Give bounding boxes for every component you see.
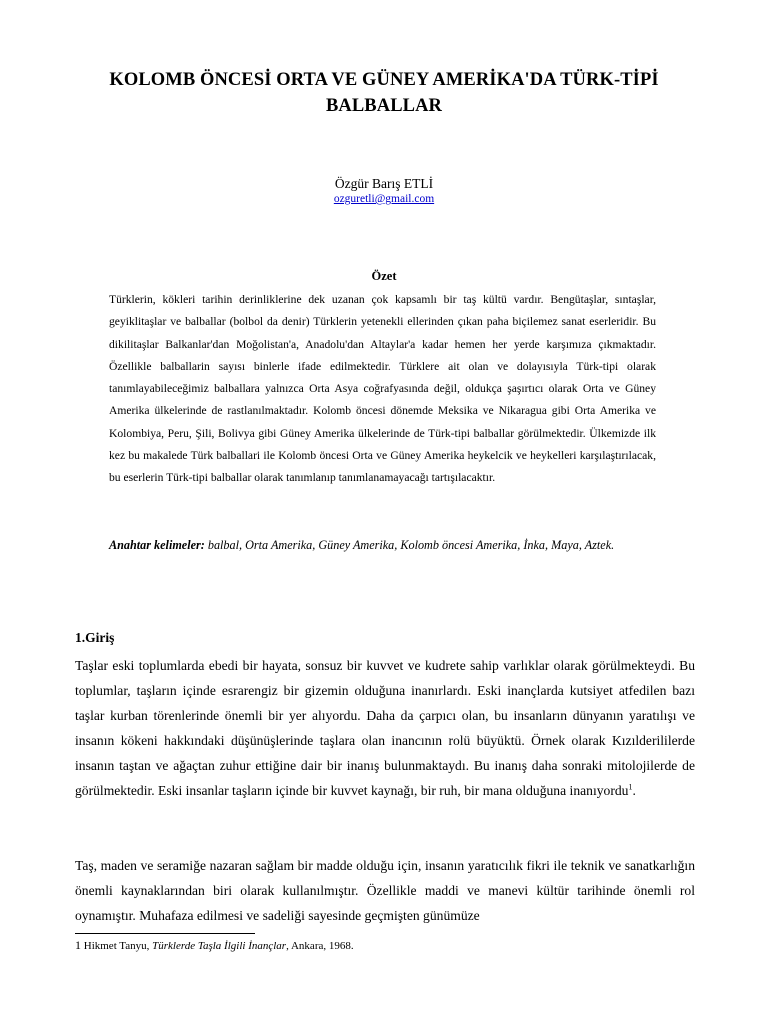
footnote-number: 1 xyxy=(75,938,81,952)
footnote-work: Türklerde Taşla İlgili İnançlar xyxy=(152,940,287,952)
author-email xyxy=(0,192,768,206)
keywords xyxy=(109,534,656,556)
footnote-rest: , Ankara, 1968. xyxy=(286,940,354,952)
footnote-divider xyxy=(75,933,255,934)
keywords-label: Anahtar kelimeler: xyxy=(109,538,205,552)
footnote-author: Hikmet Tanyu, xyxy=(81,940,153,952)
abstract-body xyxy=(109,289,656,490)
keywords-list: balbal, Orta Amerika, Güney Amerika, Kolomb öncesi Amerika, İnka, Maya, Aztek. xyxy=(204,538,615,552)
abstract-text: Türklerin, kökleri tarihin derinliklerine dek uzanan çok kapsamlı bir taş kültü vardır. Bengütaşlar, sıntaşlar, geyiklitaşlar ve balballar (bolbol da denir) Türklerin yetenekli ellerinden çıkan paha biçilemez sanat eserleridir. Bu dikilitaşlar Balkanlar'dan Moğolistan'a, Anadolu'dan Altaylar'a kadar hemen her yerde karşımıza çıkmaktadır. Özellikle balballarin sayısı binlerle ifade edilmektedir. Türklere ait olan ve dolayısıyla Türk-tipi olarak tanımlayabileceğimiz balballara yalnızca Orta Asya coğrafyasında değil, oldukça şaşırtıcı olarak Orta ve Güney Amerika ülkelerinde de rastlanılmaktadır. Kolomb öncesi dönemde Meksika ve Nikaragua gibi Orta Amerika ve Kolombiya, Peru, Şili, Bolivya gibi Güney Amerika ülkelerinde de Türk-tipi balballar görülmektedir. Ülkemizde ilk kez bu makalede Türk balballari ile Kolomb öncesi Orta ve Güney Amerika heykelcik ve heykelleri karşılaştırılacak, bu eserlerin Türk-tipi balballar olarak tanımlanıp tanımlanamayacağı tartışılacaktır. xyxy=(109,293,656,485)
footnote xyxy=(75,938,354,953)
paper-title: KOLOMB ÖNCESİ ORTA VE GÜNEY AMERİKA'DA TÜRK-TİPİ BALBALLAR xyxy=(109,70,659,116)
paragraph-1-text: Taşlar eski toplumlarda ebedi bir hayata, sonsuz bir kuvvet ve kudrete sahip varlıklar olarak görülmekteydi. Bu toplumlar, taşların içinde esrarengiz bir gizemin olduğuna inanırlardı. Eski inançlarda kutsiyet atfedilen bazı taşlar kurban törenlerinde önemli bir yer alıyordu. Daha da çarpıcı olan, bu insanların dünyanın yaratılışı ve insanın kökeni hakkındaki düşünüşlerinde taşlara olan inancının rolü büyüktü. Örnek olarak Kızılderililerde insanın taştan ve ağaçtan zuhur ettiğine dair bir inanış bulunmaktaydı. Bu inanış daha sonraki mitolojilerde de görülmektedir. Eski insanlar taşların içinde bir kuvvet kaynağı, bir ruh, bir mana olduğuna inanıyordu xyxy=(75,658,695,799)
paragraph-1-end: . xyxy=(632,783,636,799)
email-link[interactable]: ozguretli@gmail.com xyxy=(333,193,435,205)
section-heading: 1.Giriş xyxy=(75,630,115,645)
author-name: Özgür Barış ETLİ xyxy=(334,176,434,191)
paragraph-2-text: Taş, maden ve seramiğe nazaran sağlam bir madde olduğu için, insanın yaratıcılık fikri ile teknik ve sanatkarlığın önemli kaynaklarından biri olarak kullanılmıştır. Özellikle maddi ve manevi kültür tarihinde önemli rol oynamıştır. Muhafaza edilmesi ve sadeliği sayesinde geçmişten günümüze xyxy=(75,858,695,924)
body-paragraph-1 xyxy=(75,653,695,804)
abstract-heading: Özet xyxy=(371,269,397,283)
footnote-ref[interactable]: 1 xyxy=(628,782,633,792)
body-paragraph-2 xyxy=(75,853,695,928)
